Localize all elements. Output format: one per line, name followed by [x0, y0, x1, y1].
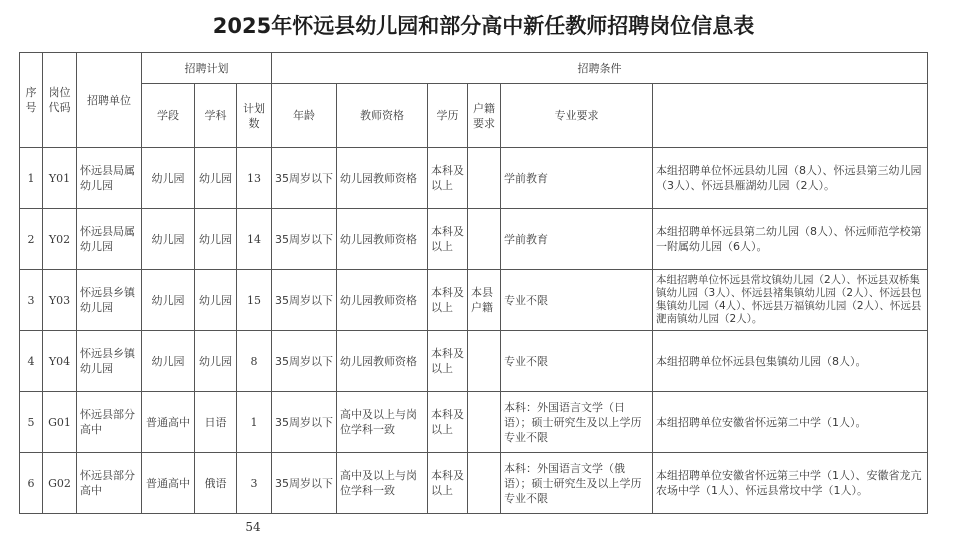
header-conditions-group: 招聘条件: [272, 53, 928, 84]
cell-education: 本科及以上: [428, 270, 468, 331]
page-title: 2025年怀远县幼儿园和部分高中新任教师招聘岗位信息表: [212, 14, 755, 38]
header-age: 年龄: [272, 84, 337, 148]
total-count: 54: [245, 520, 261, 534]
cell-count: 1: [237, 392, 272, 453]
cell-level: 幼儿园: [142, 209, 195, 270]
cell-unit: 怀远县乡镇幼儿园: [77, 331, 142, 392]
cell-remarks: 本组招聘单位安徽省怀远第三中学（1人）、安徽省龙亢农场中学（1人）、怀远县常坟中学（1人）。: [653, 453, 928, 514]
cell-seq: 2: [20, 209, 43, 270]
cell-education: 本科及以上: [428, 453, 468, 514]
cell-qualification: 幼儿园教师资格: [337, 331, 428, 392]
cell-code: Y01: [43, 148, 77, 209]
cell-major: 本科：外国语言文学（日语）；硕士研究生及以上学历专业不限: [501, 392, 653, 453]
header-qualification: 教师资格: [337, 84, 428, 148]
cell-unit: 怀远县局属幼儿园: [77, 148, 142, 209]
cell-hukou: [468, 209, 501, 270]
cell-count: 3: [237, 453, 272, 514]
recruitment-table: [19, 52, 928, 514]
cell-major: 专业不限: [501, 270, 653, 331]
cell-code: Y03: [43, 270, 77, 331]
table-row: [20, 270, 928, 331]
cell-qualification: 幼儿园教师资格: [337, 148, 428, 209]
cell-seq: 1: [20, 148, 43, 209]
cell-qualification: 幼儿园教师资格: [337, 270, 428, 331]
cell-level: 幼儿园: [142, 148, 195, 209]
cell-seq: 6: [20, 453, 43, 514]
cell-seq: 5: [20, 392, 43, 453]
cell-code: G01: [43, 392, 77, 453]
header-unit: 招聘单位: [77, 53, 142, 148]
cell-age: 35周岁以下: [272, 331, 337, 392]
cell-education: 本科及以上: [428, 331, 468, 392]
cell-subject: 幼儿园: [195, 331, 237, 392]
table-row: [20, 453, 928, 514]
cell-hukou: 本县户籍: [468, 270, 501, 331]
cell-seq: 4: [20, 331, 43, 392]
header-count: 计划数: [237, 84, 272, 148]
cell-education: 本科及以上: [428, 392, 468, 453]
cell-qualification: 幼儿园教师资格: [337, 209, 428, 270]
header-row-2: [20, 84, 928, 148]
cell-age: 35周岁以下: [272, 392, 337, 453]
cell-code: Y04: [43, 331, 77, 392]
header-hukou: 户籍要求: [468, 84, 501, 148]
cell-subject: 幼儿园: [195, 270, 237, 331]
header-major: 专业要求: [501, 84, 653, 148]
header-education: 学历: [428, 84, 468, 148]
header-plan-group: 招聘计划: [142, 53, 272, 84]
cell-seq: 3: [20, 270, 43, 331]
cell-education: 本科及以上: [428, 209, 468, 270]
cell-count: 13: [237, 148, 272, 209]
cell-age: 35周岁以下: [272, 270, 337, 331]
cell-count: 14: [237, 209, 272, 270]
cell-remarks: 本组招聘单位怀远县常坟镇幼儿园（2人）、怀远县双桥集镇幼儿园（3人）、怀远县褚集镇幼儿园（2人）、怀远县包集镇幼儿园（4人）、怀远县万福镇幼儿园（2人）、怀远县淝南镇幼儿园（2人）。: [653, 270, 928, 331]
cell-age: 35周岁以下: [272, 453, 337, 514]
cell-major: 专业不限: [501, 331, 653, 392]
cell-remarks: 本组招聘单位怀远县包集镇幼儿园（8人）。: [653, 331, 928, 392]
cell-age: 35周岁以下: [272, 209, 337, 270]
header-subject: 学科: [195, 84, 237, 148]
table-row: [20, 209, 928, 270]
cell-unit: 怀远县局属幼儿园: [77, 209, 142, 270]
header-code: 岗位代码: [43, 53, 77, 148]
cell-level: 幼儿园: [142, 331, 195, 392]
cell-subject: 幼儿园: [195, 209, 237, 270]
header-row-1: [20, 53, 928, 84]
cell-level: 幼儿园: [142, 270, 195, 331]
cell-hukou: [468, 392, 501, 453]
cell-remarks: 本组招聘单怀远县第二幼儿园（8人）、怀远师范学校第一附属幼儿园（6人）。: [653, 209, 928, 270]
cell-count: 8: [237, 331, 272, 392]
cell-code: Y02: [43, 209, 77, 270]
cell-unit: 怀远县乡镇幼儿园: [77, 270, 142, 331]
cell-unit: 怀远县部分高中: [77, 453, 142, 514]
cell-qualification: 高中及以上与岗位学科一致: [337, 453, 428, 514]
header-seq: 序号: [20, 53, 43, 148]
cell-code: G02: [43, 453, 77, 514]
cell-subject: 日语: [195, 392, 237, 453]
table-row: [20, 392, 928, 453]
cell-subject: 俄语: [195, 453, 237, 514]
cell-hukou: [468, 148, 501, 209]
cell-level: 普通高中: [142, 392, 195, 453]
cell-level: 普通高中: [142, 453, 195, 514]
cell-qualification: 高中及以上与岗位学科一致: [337, 392, 428, 453]
cell-unit: 怀远县部分高中: [77, 392, 142, 453]
cell-remarks: 本组招聘单位安徽省怀远第二中学（1人）。: [653, 392, 928, 453]
cell-major: 本科：外国语言文学（俄语）；硕士研究生及以上学历专业不限: [501, 453, 653, 514]
cell-subject: 幼儿园: [195, 148, 237, 209]
cell-major: 学前教育: [501, 209, 653, 270]
cell-hukou: [468, 453, 501, 514]
cell-remarks: 本组招聘单位怀远县幼儿园（8人）、怀远县第三幼儿园（3人）、怀远县雁湖幼儿园（2人）。: [653, 148, 928, 209]
cell-age: 35周岁以下: [272, 148, 337, 209]
table-row: [20, 331, 928, 392]
cell-hukou: [468, 331, 501, 392]
cell-count: 15: [237, 270, 272, 331]
cell-major: 学前教育: [501, 148, 653, 209]
table-row: [20, 148, 928, 209]
cell-education: 本科及以上: [428, 148, 468, 209]
header-level: 学段: [142, 84, 195, 148]
